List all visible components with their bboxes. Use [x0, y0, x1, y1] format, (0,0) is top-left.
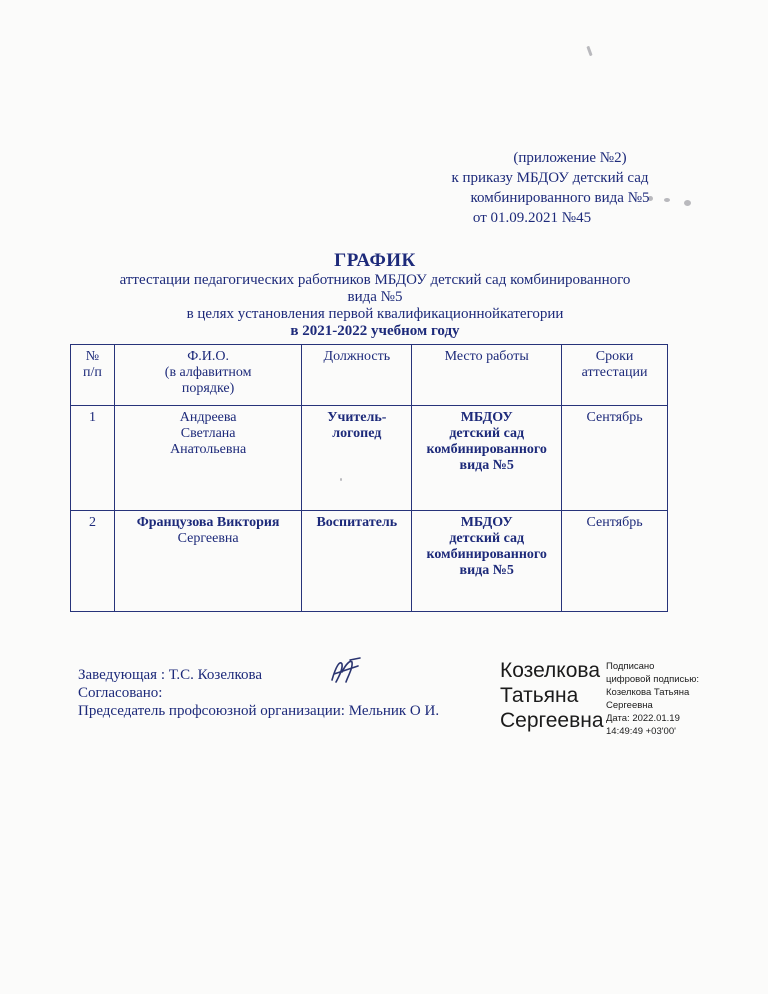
digital-signature-meta-line: Сергеевна — [606, 700, 653, 711]
head-signature-line: Заведующая : Т.С. Козелкова — [78, 667, 263, 683]
appendix-line-4: от 01.09.2021 №45 — [472, 210, 592, 226]
header-terms — [562, 345, 668, 406]
document-title-block — [60, 250, 690, 340]
header-position: Должность — [302, 345, 412, 406]
cell-workplace-line: МБДОУ — [460, 515, 513, 530]
cell-workplace-line: комбинированного — [426, 442, 547, 457]
cell-workplace-line: детский сад — [449, 426, 525, 441]
cell-workplace-line: комбинированного — [426, 547, 547, 562]
cell-fio-line: Сергеевна — [177, 531, 239, 546]
cell-fio — [114, 511, 302, 612]
cell-position-line: логопед — [332, 426, 382, 441]
digital-signature-meta-line: цифровой подписью: — [606, 674, 699, 685]
digital-signature-name — [500, 658, 604, 733]
cell-fio-line: Светлана — [180, 426, 236, 441]
cell-workplace — [412, 511, 562, 612]
header-fio — [114, 345, 302, 406]
table-row — [71, 511, 668, 612]
signature-block — [78, 666, 439, 720]
cell-position-line: Учитель- — [327, 410, 387, 425]
scan-speck — [586, 46, 592, 56]
title-line-1: аттестации педагогических работников МБДОУ детский сад комбинированного — [119, 272, 631, 288]
header-workplace: Место работы — [412, 345, 562, 406]
table-header-row — [71, 345, 668, 406]
appendix-line-1: (приложение №2) — [513, 150, 627, 166]
digital-signature-name-line: Сергеевна — [500, 709, 604, 732]
digital-signature-meta — [606, 660, 699, 738]
digital-signature-meta-line: 14:49:49 +03'00' — [606, 726, 676, 737]
digital-signature-meta-line: Козелкова Татьяна — [606, 687, 690, 698]
appendix-header — [400, 148, 700, 228]
cell-position — [302, 511, 412, 612]
digital-signature-name-line: Татьяна — [500, 684, 579, 707]
cell-fio-line: Французова Виктория — [136, 515, 280, 530]
digital-signature-name-line: Козелкова — [500, 659, 601, 682]
header-terms-line: аттестации — [581, 365, 648, 380]
digital-signature-meta-line: Подписано — [606, 661, 655, 672]
union-chair-line: Председатель профсоюзной организации: Мельник О И. — [78, 703, 440, 719]
cell-fio-line: Андреева — [179, 410, 237, 425]
digital-signature-meta-line: Дата: 2022.01.19 — [606, 713, 680, 724]
cell-num: 2 — [71, 511, 115, 612]
appendix-line-2: к приказу МБДОУ детский сад — [451, 170, 649, 186]
header-num — [71, 345, 115, 406]
cell-term: Сентябрь — [562, 511, 668, 612]
title-line-4: в 2021-2022 учебном году — [290, 323, 460, 339]
agreed-line: Согласовано: — [78, 685, 163, 701]
cell-position — [302, 406, 412, 511]
cell-workplace-line: вида №5 — [459, 458, 514, 473]
header-num-line: п/п — [83, 365, 102, 380]
header-num-line: № — [85, 349, 100, 364]
cell-num: 1 — [71, 406, 115, 511]
header-fio-line: Ф.И.О. — [187, 349, 230, 364]
header-fio-line: (в алфавитном — [164, 365, 252, 380]
cell-fio-line: Анатольевна — [170, 442, 247, 457]
cell-fio — [114, 406, 302, 511]
cell-term: Сентябрь — [562, 406, 668, 511]
cell-workplace-line: МБДОУ — [460, 410, 513, 425]
document-title: ГРАФИК — [334, 250, 416, 271]
title-line-2: вида №5 — [347, 289, 403, 305]
cell-workplace-line: детский сад — [449, 531, 525, 546]
cell-workplace — [412, 406, 562, 511]
appendix-line-3: комбинированного вида №5 — [470, 190, 650, 206]
table-row — [71, 406, 668, 511]
handwritten-signature-icon — [328, 656, 364, 686]
attestation-schedule-table — [70, 344, 668, 612]
cell-workplace-line: вида №5 — [459, 563, 514, 578]
cell-position-line: Воспитатель — [316, 515, 398, 530]
title-line-3: в целях установления первой квалификационнойкатегории — [186, 306, 564, 322]
header-fio-line: порядке) — [181, 381, 235, 396]
header-terms-line: Сроки — [595, 349, 634, 364]
